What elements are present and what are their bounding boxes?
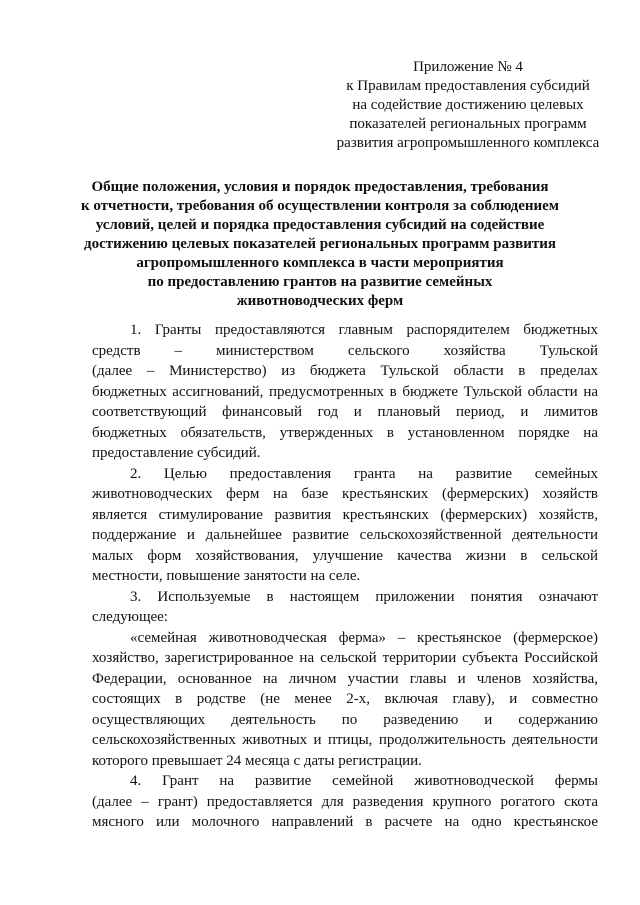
paragraph-1-line: средств – министерством сельского хозяйства Тульской: [92, 342, 598, 359]
paragraph-1-line: 1. Гранты предоставляются главным распорядителем бюджетных: [130, 322, 598, 338]
definition-line: Федерации, основанное на личном участии главы и членов хозяйства,: [92, 670, 598, 687]
paragraph-2-line: 2. Целью предоставления гранта на развитие семейных: [130, 465, 598, 482]
paragraph-2-line: является стимулирование развития крестьянских (фермерских) хозяйств,: [92, 506, 598, 523]
definition-line: хозяйство, зарегистрированное на сельской территории субъекта Российской: [92, 650, 598, 666]
definition-line: сельскохозяйственных животных и птицы, продолжительность деятельности: [92, 732, 598, 748]
definition-line: состоящих в родстве (не менее 2-х, включая главу), и совместно: [92, 691, 598, 707]
title-line: животноводческих ферм: [236, 293, 404, 309]
paragraph-4-line: (далее – грант) предоставляется для разведения крупного рогатого скота: [92, 793, 598, 810]
appendix-line: показателей региональных программ: [349, 116, 587, 132]
paragraph-1-line: бюджетных ассигнований, предусмотренных в бюджете Тульской области на: [92, 383, 598, 400]
paragraph-2-line: поддержание и дальнейшее развитие сельскохозяйственной деятельности: [92, 527, 598, 543]
paragraph-1-line: предоставление субсидий.: [92, 445, 261, 461]
definition-line: которого превышает 24 месяца с даты регистрации.: [92, 752, 422, 769]
document-body: [92, 320, 598, 833]
title-line: к отчетности, требования об осуществлении контроля за соблюдением: [80, 198, 560, 214]
paragraph-3-line: 3. Используемые в настоящем приложении понятия означают: [130, 588, 598, 605]
paragraph-4-line: мясного или молочного направлений в расчете на одно крестьянское: [92, 814, 598, 830]
title-line: по предоставлению грантов на развитие семейных: [147, 274, 493, 290]
paragraph-4-line: 4. Грант на развитие семейной животноводческой фермы: [130, 773, 598, 789]
title-line: условий, целей и порядка предоставления субсидий на содействие: [95, 217, 545, 233]
appendix-header: [318, 58, 618, 153]
definition-line: осуществляющих деятельность по разведению и содержанию: [92, 711, 598, 728]
paragraph-3-line: следующее:: [92, 609, 168, 625]
title-line: Общие положения, условия и порядок предоставления, требования: [91, 179, 549, 195]
paragraph-1-line: (далее – Министерство) из бюджета Тульской области в пределах: [92, 363, 598, 379]
document-title: [70, 178, 570, 311]
appendix-line: на содействие достижению целевых: [352, 97, 584, 113]
title-line: агропромышленного комплекса в части мероприятия: [136, 255, 504, 271]
title-line: достижению целевых показателей региональных программ развития: [84, 236, 556, 252]
paragraph-2-line: малых форм хозяйствования, улучшение качества жизни в сельской: [92, 547, 598, 564]
paragraph-2-line: животноводческих ферм на базе крестьянских (фермерских) хозяйств: [92, 486, 598, 502]
appendix-line: к Правилам предоставления субсидий: [346, 78, 590, 94]
appendix-line: Приложение № 4: [413, 59, 523, 75]
paragraph-2-line: местности, повышение занятости на селе.: [92, 568, 361, 584]
paragraph-1-line: соответствующий финансовый год и плановый период, и лимитов: [92, 404, 598, 420]
paragraph-1-line: бюджетных обязательств, утвержденных в установленном порядке на: [92, 424, 598, 441]
definition-line: «семейная животноводческая ферма» – крестьянское (фермерское): [130, 629, 598, 646]
appendix-line: развития агропромышленного комплекса: [336, 135, 600, 151]
